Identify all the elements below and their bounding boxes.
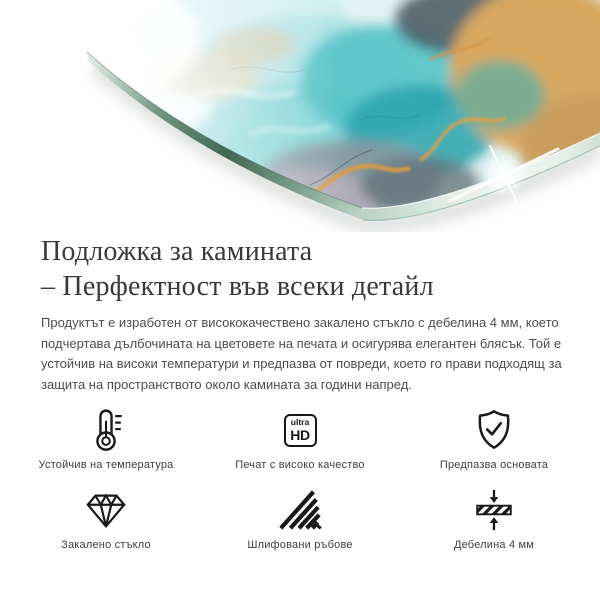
polished-edges-icon [277, 486, 323, 534]
diamond-icon [83, 486, 129, 534]
page-title-line1: Подложка за камината [41, 236, 313, 267]
feature-label: Предпазва основата [439, 459, 549, 471]
feature-label: Устойчив на температура [38, 459, 174, 471]
feature-print-quality [203, 406, 397, 471]
feature-tempered-glass [9, 486, 203, 551]
features-grid [9, 406, 591, 551]
feature-thickness [397, 486, 591, 551]
ultra-hd-icon-text-bold: HD [290, 426, 310, 443]
ultra-hd-icon [284, 406, 317, 454]
hero-product-photo [0, 0, 600, 232]
thermometer-icon [82, 406, 130, 454]
product-description: Продуктът е изработен от висококачествено закалено стъкло с дебелина 4 мм, което подчертава дълбочината на цветовете на печата и осигурява елегантен блясък. Той е устойчив на високи температури и предпазва от повреди, което го прави подходящ за защита на пространството около камината за години напред. [41, 315, 562, 392]
page-title [41, 234, 434, 304]
feature-heat-resistant [9, 406, 203, 471]
feature-label: Закалено стъкло [61, 539, 151, 551]
thickness-4mm-icon [471, 486, 517, 534]
page-title-line2: – Перфектност във всеки детайл [41, 271, 434, 302]
feature-label: Шлифовани ръбове [247, 539, 353, 551]
ultra-hd-icon-text-small: ultra [290, 417, 310, 428]
feature-label: Печат с високо качество [235, 459, 365, 471]
shield-check-icon [471, 406, 517, 454]
glass-panel-image [0, 0, 600, 232]
feature-protects-base [397, 406, 591, 471]
feature-label: Дебелина 4 мм [453, 539, 535, 551]
feature-polished-edges [203, 486, 397, 551]
